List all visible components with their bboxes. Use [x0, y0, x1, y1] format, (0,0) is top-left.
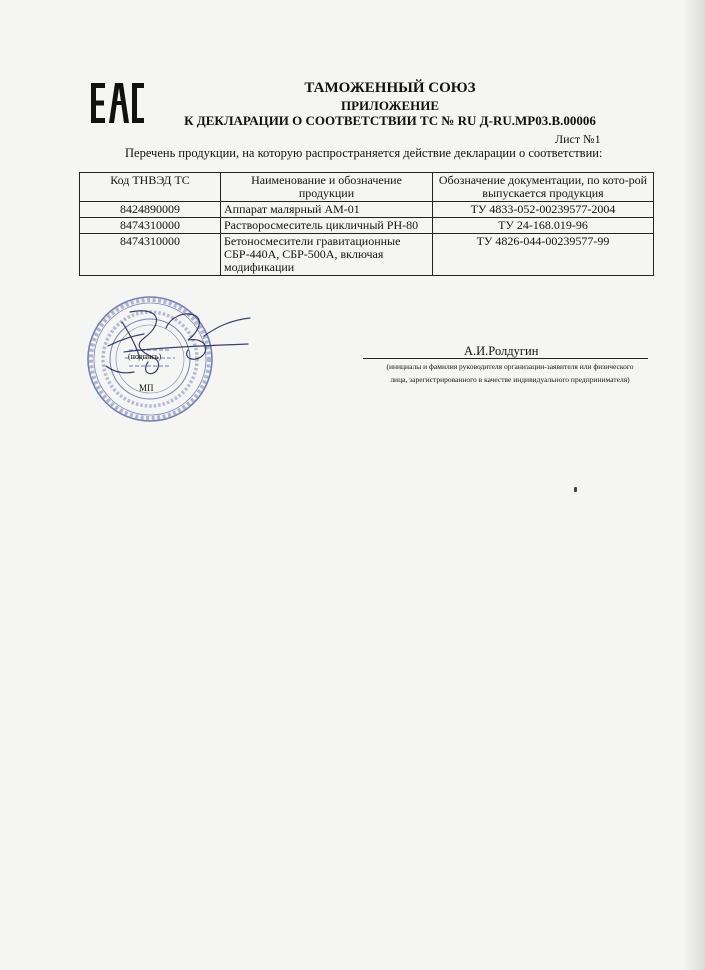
cell-doc: ТУ 4833-052-00239577-2004: [433, 202, 654, 218]
signer-caption: (инициалы и фамилия руководителя организации-заявителя или физического лица, зарегистрированного в качестве индивидуального предпринимателя): [386, 362, 634, 384]
header-doc: Обозначение документации, по кото-рой выпускается продукция: [433, 173, 654, 202]
handwritten-signature: [100, 288, 260, 408]
table-row: [80, 234, 654, 276]
product-table: [79, 172, 654, 276]
intro-text: Перечень продукции, на которую распространяется действие декларации о соответствии:: [125, 146, 603, 160]
sheet-number: Лист №1: [555, 132, 601, 146]
union-title: ТАМОЖЕННЫЙ СОЮЗ: [304, 80, 476, 96]
header-name: Наименование и обозначение продукции: [221, 173, 433, 202]
appendix-title: ПРИЛОЖЕНИЕ: [340, 98, 440, 113]
paper-speck: [574, 487, 577, 492]
cell-name: Аппарат малярный АМ-01: [221, 202, 433, 218]
seal-place-label: МП: [139, 383, 154, 393]
cell-doc: ТУ 24-168.019-96: [433, 218, 654, 234]
signer-name: А.И.Ролдугин: [464, 344, 539, 358]
signature-caption: (подпись): [128, 352, 162, 361]
eac-logo: [89, 79, 145, 127]
cell-name: Растворосмеситель цикличный РН-80: [221, 218, 433, 234]
table-header-row: [80, 173, 654, 202]
cell-code: 8474310000: [80, 218, 221, 234]
cell-doc: ТУ 4826-044-00239577-99: [433, 234, 654, 276]
cell-name: Бетоносмесители гравитационные СБР-440А, СБР-500А, включая модификации: [221, 234, 433, 276]
signature-line: [363, 358, 648, 359]
cell-code: 8474310000: [80, 234, 221, 276]
cell-code: 8424890009: [80, 202, 221, 218]
declaration-number: К ДЕКЛАРАЦИИ О СООТВЕТСТВИИ ТС № RU Д-RU.МР03.В.00006: [184, 113, 596, 128]
table-row: [80, 202, 654, 218]
table-row: [80, 218, 654, 234]
header-code: Код ТНВЭД ТС: [80, 173, 221, 202]
